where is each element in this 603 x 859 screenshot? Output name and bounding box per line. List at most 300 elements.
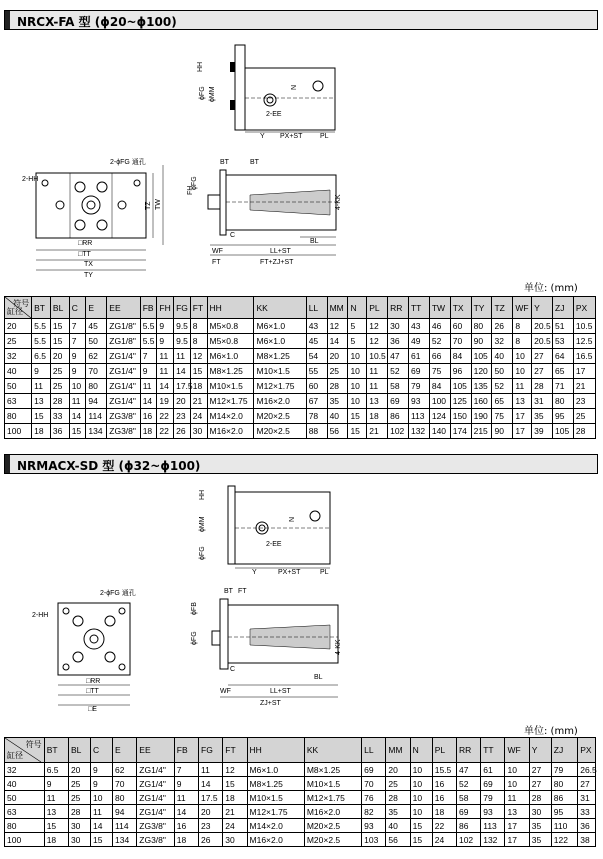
table-cell: 24 [223,819,247,833]
table-row [5,805,596,819]
table-cell: 86 [551,791,577,805]
label-ft: FT [212,259,221,266]
table-cell: 10 [90,791,112,805]
table-cell: 10 [348,349,367,364]
table-cell: 113 [481,819,505,833]
table-row [5,833,596,847]
column-header: WF [513,297,532,319]
bore-cell: 50 [5,791,45,805]
column-header: TT [481,738,505,763]
table-cell: 102 [456,833,480,847]
table-cell: 28 [532,379,553,394]
bore-cell: 25 [5,334,32,349]
table-cell: 14 [90,819,112,833]
table-cell: 32 [492,334,513,349]
table-cell: 69 [408,364,429,379]
table-row [5,379,596,394]
table-cell: 40 [386,819,410,833]
table-cell: 62 [86,349,107,364]
column-header: FB [140,297,157,319]
table-cell: 25 [68,777,90,791]
label-fh: FH [187,185,194,195]
table-cell: 14 [327,334,348,349]
bore-cell: 32 [5,349,32,364]
table-cell: 140 [429,424,450,439]
table-cell: 15 [50,319,69,334]
table-cell: M10×1.5 [254,364,306,379]
table-cell: 22 [432,819,456,833]
table-cell: 25 [68,791,90,805]
label-zj: ZJ+ST [260,700,281,707]
section1-unit: 单位: (mm) [524,283,578,294]
table-cell: 23 [573,394,595,409]
label-c: C [230,232,236,239]
table-cell: 30 [529,805,551,819]
table-cell: 18 [44,833,68,847]
table-cell: M8×1.25 [304,763,361,777]
table-cell: 35 [529,833,551,847]
table-row [5,349,596,364]
table-cell: 76 [362,791,386,805]
table-cell: 103 [362,833,386,847]
corner-bore: 缸径 [7,751,23,760]
table-cell: 13 [44,805,68,819]
table-cell: 8 [513,334,532,349]
column-header: TT [408,297,429,319]
table-cell: 15 [90,833,112,847]
table-cell: 10.5 [573,319,595,334]
column-header: MM [327,297,348,319]
table-cell: 15 [32,409,51,424]
column-header: C [69,297,86,319]
label-kk: 4-KK [335,194,342,210]
table-cell: M16×2.0 [254,394,306,409]
label-e: □E [88,706,97,713]
table-cell: M12×1.75 [254,379,306,394]
table-cell: 31 [578,791,596,805]
table-cell: ZG1/4" [137,805,174,819]
table-cell: 105 [471,349,492,364]
table-cell: 18 [174,833,198,847]
table-cell: 10 [410,763,432,777]
table-cell: 82 [362,805,386,819]
table-cell: 215 [471,424,492,439]
table-cell: 69 [481,777,505,791]
table-cell: 60 [306,379,327,394]
column-header: TX [450,297,471,319]
table-cell: 6.5 [44,763,68,777]
table-cell: ZG1/4" [107,364,140,379]
table-cell: 10 [513,364,532,379]
table-cell: 15 [348,424,367,439]
label-bt: BT [220,159,229,166]
table-cell: 9 [174,777,198,791]
table-cell: 15 [348,409,367,424]
table-cell: 38 [578,833,596,847]
section2-unit: 单位: (mm) [524,726,578,737]
table-cell: 102 [388,424,409,439]
table-cell: 64 [553,349,574,364]
table-cell: 28 [50,394,69,409]
table-cell: 13 [32,394,51,409]
table-cell: 16.5 [573,349,595,364]
table-cell: M16×2.0 [304,805,361,819]
table-cell: 15.5 [432,763,456,777]
table-cell: 30 [190,424,207,439]
column-header: RR [456,738,480,763]
table-cell: 20 [68,763,90,777]
table-cell: 15 [50,334,69,349]
table-cell: 17.5 [199,791,223,805]
table-cell: 18 [32,424,51,439]
table-cell: 14 [157,379,174,394]
table-cell: M6×1.0 [247,763,304,777]
column-header: TY [471,297,492,319]
table-cell: 27 [578,777,596,791]
table-cell: ZG1/8" [107,334,140,349]
table-cell: M6×1.0 [254,334,306,349]
table-cell: 11 [199,763,223,777]
table-cell: 47 [456,763,480,777]
table-cell: M12×1.75 [207,394,254,409]
bore-cell: 63 [5,394,32,409]
table-cell: 40 [327,409,348,424]
table-cell: 25 [50,364,69,379]
table-cell: 18 [190,379,207,394]
table-cell: 25 [573,409,595,424]
table-cell: M16×2.0 [207,424,254,439]
table-cell: 86 [388,409,409,424]
table-cell: 20 [386,763,410,777]
table-cell: 95 [553,409,574,424]
table-cell: 30 [388,319,409,334]
table-cell: 35 [386,805,410,819]
column-header: HH [207,297,254,319]
label-rr: □RR [78,240,93,247]
table-cell: 105 [450,379,471,394]
table-cell: 20.5 [532,334,553,349]
label-bl: BL [314,674,323,681]
column-header: FT [190,297,207,319]
table-cell: 15 [190,364,207,379]
label-y: Y [260,133,265,140]
table-cell: 47 [388,349,409,364]
table-cell: 14 [199,777,223,791]
table-cell: 13 [367,394,388,409]
table-cell: 70 [86,364,107,379]
label-hh2: HH [197,61,204,72]
table-cell: 70 [362,777,386,791]
table-cell: 93 [481,805,505,819]
table-cell: 90 [492,424,513,439]
table-cell: 65 [553,364,574,379]
table-cell: 79 [481,791,505,805]
table-cell: 75 [492,409,513,424]
column-header: BT [44,738,68,763]
column-header: ZJ [553,297,574,319]
corner-symbol: 符号 [25,740,42,749]
table-cell: 150 [450,409,471,424]
corner-bore: 缸径 [7,307,23,316]
table-cell: 21 [573,379,595,394]
column-header: PX [578,738,596,763]
table-cell: 28 [386,791,410,805]
table-cell: 10 [348,379,367,394]
label-tw: TW [155,199,162,210]
table-cell: 21 [223,805,247,819]
table-cell: 18 [432,805,456,819]
table-cell: 13 [505,805,529,819]
table-cell: 52 [456,777,480,791]
table-cell: 93 [362,819,386,833]
table-cell: 26 [174,424,191,439]
table-cell: 135 [471,379,492,394]
table-cell: 26.5 [578,763,596,777]
label-hh: 2-HH [32,612,49,619]
column-header: MM [386,738,410,763]
table-cell: 9 [32,364,51,379]
table-cell: 61 [481,763,505,777]
label-pl: PL [320,569,329,576]
table-cell: M20×2.5 [254,424,306,439]
table-cell: 10 [410,777,432,791]
table-cell: 9 [157,319,174,334]
table-cell: 22 [157,409,174,424]
table-cell: 120 [471,364,492,379]
table-cell: M12×1.75 [247,805,304,819]
table-row [5,424,596,439]
section2-front-view [30,585,150,715]
table-cell: 50 [86,334,107,349]
bore-cell: 80 [5,819,45,833]
table-cell: 10.5 [367,349,388,364]
table-cell: 10 [348,364,367,379]
table-cell: ZG3/8" [107,424,140,439]
table-cell: 30 [223,833,247,847]
table-cell: 25 [50,379,69,394]
section1-spec-table [4,296,596,439]
table-cell: 22 [157,424,174,439]
table-cell: 60 [450,319,471,334]
table-cell: 26 [492,319,513,334]
table-cell: 31 [532,394,553,409]
table-cell: 12.5 [573,334,595,349]
table-cell: 132 [481,833,505,847]
label-ee: 2-EE [266,111,282,118]
bore-cell: 80 [5,409,32,424]
column-header: Y [529,738,551,763]
header-bar [5,11,10,29]
table-cell: 12 [327,319,348,334]
table-cell: 8 [190,319,207,334]
column-header: ZJ [551,738,577,763]
table-cell: 114 [86,409,107,424]
table-cell: M10×1.5 [304,777,361,791]
table-cell: 20 [199,805,223,819]
table-cell: 12 [367,334,388,349]
table-cell: M6×1.0 [207,349,254,364]
table-cell: 80 [86,379,107,394]
table-cell: 24 [190,409,207,424]
table-cell: 15 [410,833,432,847]
label-fg2: ϕFG [199,546,206,560]
table-cell: 80 [553,394,574,409]
label-ll: LL+ST [270,248,291,255]
table-cell: M20×2.5 [304,819,361,833]
column-header: WF [505,738,529,763]
table-cell: 78 [306,409,327,424]
label-mm: ϕMM [199,516,206,532]
table-cell: 11 [157,364,174,379]
table-cell: 9 [69,364,86,379]
table-row [5,409,596,424]
table-cell: 75 [429,364,450,379]
table-cell: 110 [551,819,577,833]
table-cell: 28 [327,379,348,394]
table-cell: 51 [553,319,574,334]
table-cell: 11 [157,349,174,364]
table-cell: 113 [408,409,429,424]
table-cell: 58 [456,791,480,805]
table-cell: 10 [410,791,432,805]
table-cell: 28 [68,805,90,819]
label-hh: 2-HH [22,176,39,183]
table-cell: 54 [306,349,327,364]
table-cell: 46 [429,319,450,334]
table-cell: 27 [532,364,553,379]
table-cell: 14 [174,364,191,379]
table-cell: 18 [223,791,247,805]
label-kk: 4-KK [335,639,342,655]
label-tt: □TT [86,688,99,695]
table-cell: 9 [44,777,68,791]
table-cell: 43 [408,319,429,334]
section1-side-view-top [190,40,340,140]
table-cell: 90 [471,334,492,349]
column-header: FT [223,738,247,763]
table-cell: 40 [492,349,513,364]
label-wf: WF [220,688,231,695]
table-cell: 9 [69,349,86,364]
header-bar [5,455,10,473]
table-cell: 16 [432,777,456,791]
table-cell: 5 [348,334,367,349]
table-cell: 52 [429,334,450,349]
section1-header [4,10,598,30]
section2-header [4,454,598,474]
table-cell: 10 [348,394,367,409]
table-cell: 12 [190,349,207,364]
table-cell: 35 [529,819,551,833]
table-cell: 36 [388,334,409,349]
column-header: PX [573,297,595,319]
column-header: FG [174,297,191,319]
table-cell: M5×0.8 [207,334,254,349]
table-cell: 10 [513,349,532,364]
label-y: Y [252,569,257,576]
table-row [5,319,596,334]
table-row [5,777,596,791]
label-bt-2: BT [250,159,259,166]
table-cell: 5.5 [32,319,51,334]
table-cell: 18 [140,424,157,439]
label-c: C [230,666,236,673]
table-cell: 39 [532,424,553,439]
table-cell: 20 [174,394,191,409]
table-cell: 66 [429,349,450,364]
table-cell: 15 [69,424,86,439]
table-cell: 9.5 [174,334,191,349]
bore-cell: 100 [5,424,32,439]
table-cell: M14×2.0 [247,819,304,833]
column-header: TZ [492,297,513,319]
column-header: BL [68,738,90,763]
table-cell: 56 [327,424,348,439]
column-header: C [90,738,112,763]
table-cell: 28 [573,424,595,439]
table-cell: 65 [492,394,513,409]
table-cell: 79 [551,763,577,777]
table-cell: 7 [174,763,198,777]
table-cell: M8×1.25 [207,364,254,379]
label-fb: ϕFB [191,602,198,615]
column-header: KK [254,297,306,319]
label-ft: FT [238,588,247,595]
table-cell: 56 [386,833,410,847]
table-cell: 50 [492,364,513,379]
label-phifg: ϕFG [191,176,198,190]
table-cell: ZG1/4" [137,763,174,777]
column-header: TW [429,297,450,319]
table-row [5,763,596,777]
table-cell: 125 [450,394,471,409]
table-cell: 33 [50,409,69,424]
table-cell: 28 [529,791,551,805]
label-tz: TZ [145,201,152,210]
bore-cell: 32 [5,763,45,777]
label-fg2: ϕFG [199,86,206,100]
table-cell: ZG1/4" [107,349,140,364]
table-cell: 35 [532,409,553,424]
table-cell: 84 [450,349,471,364]
table-cell: 11 [44,791,68,805]
table-cell: 25 [327,364,348,379]
column-header: FB [174,738,198,763]
table-cell: 94 [86,394,107,409]
table-cell: 190 [471,409,492,424]
table-cell: 8 [190,334,207,349]
column-header: Y [532,297,553,319]
label-px: PX+ST [278,569,301,576]
table-cell: 88 [306,424,327,439]
table-cell: 80 [471,319,492,334]
table-cell: 45 [306,334,327,349]
table-cell: M6×1.0 [254,319,306,334]
column-header: BT [32,297,51,319]
table-cell: 15 [44,819,68,833]
table-cell: 174 [450,424,471,439]
table-cell: 5.5 [32,334,51,349]
table-cell: M20×2.5 [304,833,361,847]
table-cell: 11 [367,364,388,379]
column-header: EE [137,738,174,763]
section2-spec-table [4,737,596,847]
bore-cell: 20 [5,319,32,334]
table-cell: 5.5 [140,334,157,349]
table-row [5,334,596,349]
table-cell: 114 [113,819,137,833]
table-cell: 27 [529,763,551,777]
